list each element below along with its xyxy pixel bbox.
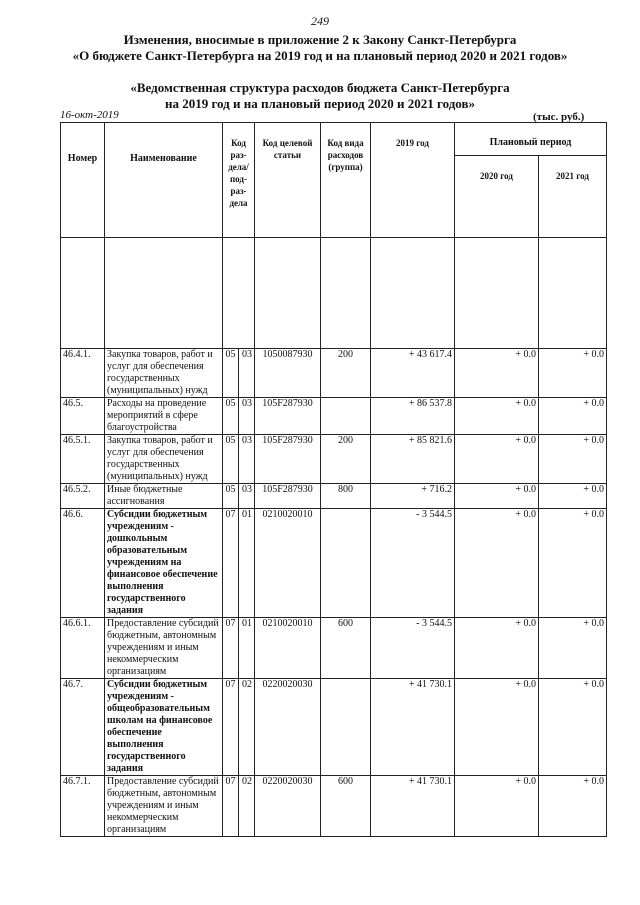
spacer-cell — [539, 238, 607, 349]
page-number: 249 — [311, 14, 329, 28]
row-value-2019: + 41 730.1 — [371, 776, 455, 837]
row-value-2020: + 0.0 — [455, 509, 539, 618]
row-subsection-code: 03 — [239, 349, 255, 398]
row-number: 46.5. — [61, 398, 105, 435]
row-subsection-code: 03 — [239, 398, 255, 435]
row-name: Иные бюджетные ассигнования — [105, 484, 223, 509]
row-subsection-code: 03 — [239, 484, 255, 509]
header-section: Код раз-дела/ под-раз-дела — [223, 123, 255, 238]
row-value-2021: + 0.0 — [539, 679, 607, 776]
row-number: 46.7.1. — [61, 776, 105, 837]
row-subsection-code: 02 — [239, 679, 255, 776]
row-section-code: 05 — [223, 349, 239, 398]
header-name: Наименование — [105, 123, 223, 238]
spacer-cell — [371, 238, 455, 349]
row-name: Расходы на проведение мероприятий в сфере благоустройства — [105, 398, 223, 435]
table-row — [61, 776, 607, 837]
row-value-2021: + 0.0 — [539, 509, 607, 618]
header-2021: 2021 год — [539, 156, 607, 238]
row-expense-type — [321, 679, 371, 776]
row-value-2019: + 43 617.4 — [371, 349, 455, 398]
header-2020: 2020 год — [455, 156, 539, 238]
row-target-code: 105F287930 — [255, 484, 321, 509]
document-subtitle — [0, 80, 640, 112]
row-value-2020: + 0.0 — [455, 484, 539, 509]
row-value-2020: + 0.0 — [455, 435, 539, 484]
table-row — [61, 679, 607, 776]
row-section-code: 07 — [223, 618, 239, 679]
row-value-2019: - 3 544.5 — [371, 509, 455, 618]
row-name: Закупка товаров, работ и услуг для обеспечения государственных (муниципальных) нужд — [105, 435, 223, 484]
row-number: 46.5.2. — [61, 484, 105, 509]
row-section-code: 07 — [223, 509, 239, 618]
row-value-2021: + 0.0 — [539, 349, 607, 398]
table-row — [61, 618, 607, 679]
table-row — [61, 349, 607, 398]
subtitle-line-2: на 2019 год и на плановый период 2020 и 2021 годов» — [164, 96, 475, 111]
title-line-2: «О бюджете Санкт-Петербурга на 2019 год и на плановый период 2020 и 2021 годов» — [72, 48, 568, 63]
table-row — [61, 509, 607, 618]
row-expense-type: 200 — [321, 435, 371, 484]
row-target-code: 105F287930 — [255, 398, 321, 435]
spacer-cell — [223, 238, 255, 349]
document-date: 16-окт-2019 — [60, 109, 119, 121]
row-target-code: 0210020010 — [255, 509, 321, 618]
table-row — [61, 398, 607, 435]
row-value-2021: + 0.0 — [539, 484, 607, 509]
header-target: Код целевой статьи — [255, 123, 321, 238]
spacer-cell — [455, 238, 539, 349]
table-row — [61, 484, 607, 509]
row-value-2019: - 3 544.5 — [371, 618, 455, 679]
title-line-1: Изменения, вносимые в приложение 2 к Закону Санкт-Петербурга — [123, 32, 517, 47]
row-target-code: 105F287930 — [255, 435, 321, 484]
row-value-2020: + 0.0 — [455, 679, 539, 776]
row-number: 46.7. — [61, 679, 105, 776]
row-number: 46.6.1. — [61, 618, 105, 679]
row-number: 46.5.1. — [61, 435, 105, 484]
row-section-code: 07 — [223, 679, 239, 776]
row-target-code: 0210020010 — [255, 618, 321, 679]
spacer-cell — [321, 238, 371, 349]
row-expense-type: 600 — [321, 618, 371, 679]
row-section-code: 05 — [223, 435, 239, 484]
row-subsection-code: 03 — [239, 435, 255, 484]
table-row — [61, 435, 607, 484]
row-expense-type — [321, 398, 371, 435]
row-section-code: 05 — [223, 398, 239, 435]
row-value-2021: + 0.0 — [539, 618, 607, 679]
row-target-code: 0220020030 — [255, 776, 321, 837]
row-section-code: 05 — [223, 484, 239, 509]
header-type: Код вида расходов (группа) — [321, 123, 371, 238]
row-number: 46.6. — [61, 509, 105, 618]
document-title — [0, 32, 640, 64]
table-body — [61, 238, 607, 837]
row-name: Закупка товаров, работ и услуг для обеспечения государственных (муниципальных) нужд — [105, 349, 223, 398]
row-value-2021: + 0.0 — [539, 398, 607, 435]
subtitle-line-1: «Ведомственная структура расходов бюджета Санкт-Петербурга — [130, 80, 510, 95]
row-expense-type: 800 — [321, 484, 371, 509]
row-target-code: 0220020030 — [255, 679, 321, 776]
spacer-cell — [61, 238, 105, 349]
row-expense-type: 600 — [321, 776, 371, 837]
row-expense-type — [321, 509, 371, 618]
header-number: Номер — [61, 123, 105, 238]
row-value-2021: + 0.0 — [539, 435, 607, 484]
row-subsection-code: 01 — [239, 618, 255, 679]
row-value-2020: + 0.0 — [455, 398, 539, 435]
row-value-2019: + 716.2 — [371, 484, 455, 509]
row-expense-type: 200 — [321, 349, 371, 398]
row-number: 46.4.1. — [61, 349, 105, 398]
row-value-2019: + 85 821.6 — [371, 435, 455, 484]
row-value-2019: + 86 537.8 — [371, 398, 455, 435]
row-value-2020: + 0.0 — [455, 618, 539, 679]
row-subsection-code: 01 — [239, 509, 255, 618]
spacer-cell — [105, 238, 223, 349]
row-value-2019: + 41 730.1 — [371, 679, 455, 776]
row-target-code: 1050087930 — [255, 349, 321, 398]
row-value-2020: + 0.0 — [455, 349, 539, 398]
row-name: Субсидии бюджетным учреждениям - дошкольным образовательным учреждениям на финансовое обеспечение выполнения государственного задания — [105, 509, 223, 618]
row-name: Предоставление субсидий бюджетным, автономным учреждениям и иным некоммерческим организациям — [105, 618, 223, 679]
spacer-cell — [255, 238, 321, 349]
row-value-2020: + 0.0 — [455, 776, 539, 837]
row-value-2021: + 0.0 — [539, 776, 607, 837]
row-section-code: 07 — [223, 776, 239, 837]
budget-table — [60, 122, 607, 837]
row-name: Предоставление субсидий бюджетным, автономным учреждениям и иным некоммерческим организациям — [105, 776, 223, 837]
units-label: (тыс. руб.) — [533, 111, 585, 123]
header-spacer-row — [61, 238, 607, 349]
row-name: Субсидии бюджетным учреждениям - общеобразовательным школам на финансовое обеспечение выполнения государственного задания — [105, 679, 223, 776]
row-subsection-code: 02 — [239, 776, 255, 837]
header-2019: 2019 год — [371, 123, 455, 238]
header-planned-period: Плановый период — [455, 123, 607, 156]
